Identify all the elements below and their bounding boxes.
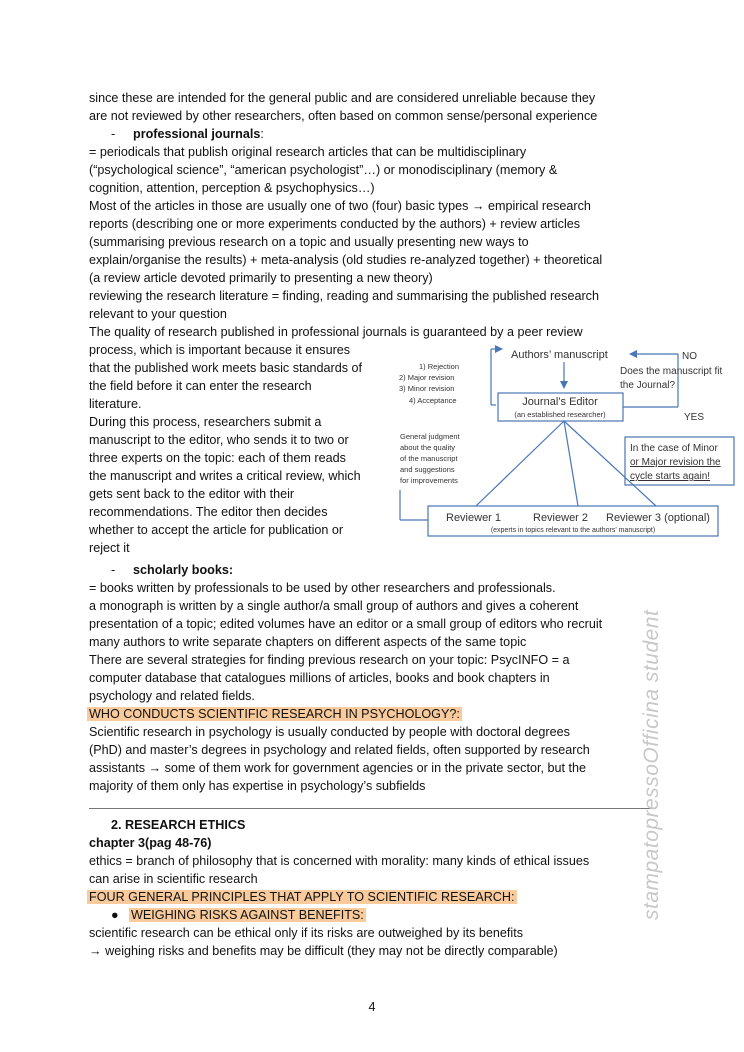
peer-review-diagram [388,340,738,540]
text-line: the manuscript and writes a critical review, which [89,469,361,483]
text-line: relevant to your question [89,307,227,321]
text-line: process, which is important because it ensures [89,343,351,357]
reviewers-note: (experts in topics relevant to the authors' manuscript) [490,527,656,534]
text-line: scientific research can be ethical only if its risks are outweighed by its benefits [89,926,523,940]
judgment-line5: for improvements [400,476,458,485]
cycle-note-line1: In the case of Minor [630,443,718,454]
judgment-line1: General judgment [400,432,460,441]
chapter-ref: chapter 3(pag 48-76) [89,836,212,850]
judgment-line4: and suggestions [400,465,455,474]
text-line: = periodicals that publish original research articles that can be multidisciplinary [89,145,527,159]
text-line: are not reviewed by other researchers, often based on common sense/personal experience [89,109,598,123]
text-line: reports (describing one or more experiments conducted by the authors) + review articles [89,217,581,231]
text-line: cognition, attention, perception & psychophysics…) [89,181,375,195]
text-line: (a review article devoted primarily to presenting a new theory) [89,271,433,285]
cycle-note-line2: or Major revision the [630,457,721,468]
bullet-heading: ● WEIGHING RISKS AGAINST BENEFITS: [111,908,364,922]
judgment-line3: of the manuscript [400,454,458,463]
section-heading: 2. RESEARCH ETHICS [111,818,246,832]
page-number: 4 [368,1000,376,1014]
outcome-rejection: 1) Rejection [419,362,460,371]
bullet-heading: - scholarly books: [111,563,234,577]
highlighted-heading: WHO CONDUCTS SCIENTIFIC RESEARCH IN PSYCHOLOGY?: [89,707,460,721]
text-line: → weighing risks and benefits may be difficult (they may not be directly comparable) [89,944,558,958]
watermark: stampatopressoOfficina student [640,609,663,920]
line-editor-to-reviewer2 [564,421,578,506]
text-line: can arise in scientific research [89,872,258,886]
text-line: During this process, researchers submit a [89,415,322,429]
text-line: literature. [89,397,142,411]
fit-question-line2: the Journal? [620,380,676,391]
outcome-minor: 3) Minor revision [399,384,455,393]
outcome-acceptance: 4) Acceptance [409,396,457,405]
text-line: (PhD) and master’s degrees in psychology and related fields, often supported by research [89,743,590,757]
text-line: many authors to write separate chapters on different aspects of the same topic [89,635,527,649]
text-line: ethics = branch of philosophy that is concerned with morality: many kinds of ethical issues [89,854,590,868]
text-line: Most of the articles in those are usually one of two (four) basic types → empirical research [89,199,591,213]
text-line: reviewing the research literature = finding, reading and summarising the published research [89,289,599,303]
no-label: NO [682,351,697,362]
section-divider [89,808,656,809]
journal-editor-sub: (an established researcher) [514,410,606,419]
authors-manuscript-label: Authors’ manuscript [511,349,608,361]
yes-label: YES [684,412,705,423]
text-line: (summarising previous research on a topic and usually presenting new ways to [89,235,529,249]
text-line: assistants → some of them work for government agencies or in the private sector, but the [89,761,586,775]
cycle-note-line3: cycle starts again! [630,471,711,482]
line-editor-to-reviewer1 [476,421,564,506]
text-line: psychology and related fields. [89,689,255,703]
fit-question-line1: Does the manuscript fit [620,366,723,377]
reviewer-3: Reviewer 3 (optional) [606,512,710,524]
highlighted-heading: FOUR GENERAL PRINCIPLES THAT APPLY TO SCIENTIFIC RESEARCH: [89,890,515,904]
reviewer-2: Reviewer 2 [533,512,589,524]
text-line: majority of them only has expertise in psychology’s subfields [89,779,426,793]
bullet-heading: - professional journals: [111,127,264,141]
text-line: since these are intended for the general public and are considered unreliable because they [89,91,596,105]
text-line: (“psychological science”, “american psychologist”…) or monodisciplinary (memory & [89,163,558,177]
text-line: gets sent back to the editor with their [89,487,295,501]
text-line: reject it [89,541,130,555]
text-line: a monograph is written by a single author/a small group of authors and gives a coherent [89,599,579,613]
judgment-line2: about the quality [400,443,456,452]
text-line: = books written by professionals to be used by other researchers and professionals. [89,581,556,595]
text-line: Scientific research in psychology is usually conducted by people with doctoral degrees [89,725,570,739]
text-line: that the published work meets basic standards of [89,361,363,375]
text-line: The quality of research published in professional journals is guaranteed by a peer review [89,325,583,339]
text-line: recommendations. The editor then decides [89,505,328,519]
text-line: There are several strategies for finding previous research on your topic: PsycINFO = a [89,653,570,667]
text-line: the field before it can enter the research [89,379,312,393]
text-line: presentation of a topic; edited volumes have an editor or a small group of editors who recruit [89,617,603,631]
text-line: manuscript to the editor, who sends it to two or [89,433,349,447]
journal-editor-title: Journal’s Editor [522,396,598,408]
text-line: three experts on the topic: each of them reads [89,451,346,465]
text-line: explain/organise the results) + meta-analysis (old studies re-analyzed together) + theoretical [89,253,603,267]
text-line: whether to accept the article for publication or [89,523,344,537]
reviewer-1: Reviewer 1 [446,512,502,524]
outcome-major: 2) Major revision [399,373,455,382]
text-line: computer database that catalogues millions of articles, books and book chapters in [89,671,550,685]
